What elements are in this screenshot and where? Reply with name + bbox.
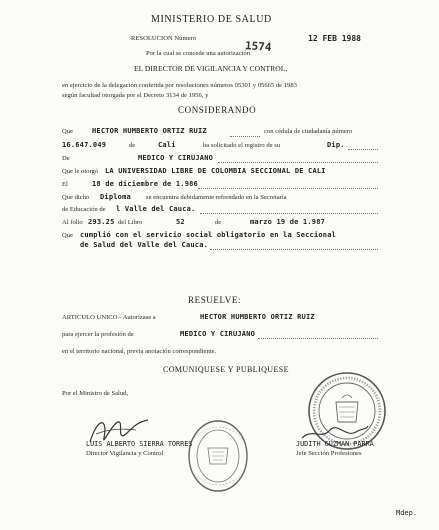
al-folio-text: Al folio (62, 219, 83, 226)
que-label-2: Que (62, 232, 73, 239)
right-signatory-name: JUDITH GUZMAN PARRA (296, 440, 374, 448)
educacion-text: de Educación de (62, 206, 106, 213)
service-line-2: de Salud del Valle del Cauca. (80, 241, 209, 249)
profession: MEDICO Y CIRUJANO (138, 154, 214, 162)
left-signatory-name: LUIS ALBERTO SIERRA TORRES (86, 440, 193, 448)
comuniquese-heading: COMUNIQUESE Y PUBLIQUESE (163, 365, 289, 374)
por-el-ministro: Por el Ministro de Salud, (62, 390, 129, 397)
university: LA UNIVERSIDAD LIBRE DE COLOMBIA SECCIONAL DE CALI (105, 167, 326, 175)
de-label-2: De (62, 155, 70, 162)
folio-number: 293.25 (88, 218, 115, 226)
cedula-text: con cédula de ciudadanía número (264, 128, 353, 135)
grant-date: 18 de diciembre de 1.986 (92, 180, 198, 188)
document-type: Diploma (100, 193, 131, 201)
resolution-date: 12 FEB 1988 (308, 34, 361, 43)
director-title: EL DIRECTOR DE VIGILANCIA Y CONTROL, (134, 64, 288, 73)
registration-date: marzo 19 de 1.987 (250, 218, 326, 226)
refrendado-text: se encuentra debidamente refrendado en la Secretaría (146, 194, 287, 201)
official-seal-center (186, 418, 250, 494)
preamble-line-1: en ejercicio de la delegación conferida por resoluciones números 05301 y 05665 de 1983 (62, 82, 297, 89)
city: Cali (158, 141, 176, 149)
resolution-number: 1574 (244, 39, 272, 54)
el-label: El (62, 181, 68, 188)
considerando-heading: CONSIDERANDO (178, 105, 257, 115)
service-line-1: cumplió con el servicio social obligatorio en la Seccional (80, 231, 337, 239)
del-libro-text: del Libro (118, 219, 143, 226)
resuelve-heading: RESUELVE: (188, 295, 242, 305)
ministry-title: MINISTERIO DE SALUD (151, 14, 272, 25)
applicant-name: HECTOR HUMBERTO ORTIZ RUIZ (92, 127, 207, 135)
resuelve-name: HECTOR HUMBERTO ORTIZ RUIZ (200, 313, 315, 321)
otorgo-text: Que le otorgó (62, 168, 99, 175)
resolution-label: RESOLUCION Número (131, 35, 197, 42)
de-label: de (129, 142, 136, 149)
territorio-text: en el territorio nacional, previa anotación correspondiente. (62, 348, 217, 355)
subtitle: Por la cual se concede una autorización (146, 50, 250, 57)
resuelve-profession: MEDICO Y CIRUJANO (180, 330, 256, 338)
left-signatory-title: Director Vigilancia y Control (86, 450, 164, 457)
cedula-number: 16.647.049 (62, 141, 107, 149)
que-dicho-text: Que dicho (62, 194, 90, 201)
dip-abbrev: Dip. (327, 141, 345, 149)
de-label-3: de (215, 219, 222, 226)
right-signatory-title: Jefe Sección Profesiones (296, 450, 362, 457)
ejercer-text: para ejercer la profesión de (62, 331, 134, 338)
preamble-line-2: según facultad otorgada por el Decreto 3134 de 1956, y (62, 92, 209, 99)
articulo-text: ARTICULO UNICO.- Autorízase a (62, 314, 156, 321)
footer-initials: Mdep. (396, 509, 418, 517)
department: l Valle del Cauca. (116, 205, 196, 213)
que-label-1: Que (62, 128, 73, 135)
solicitado-text: ha solicitado el registro de su (203, 142, 281, 149)
libro-number: 52 (176, 218, 185, 226)
